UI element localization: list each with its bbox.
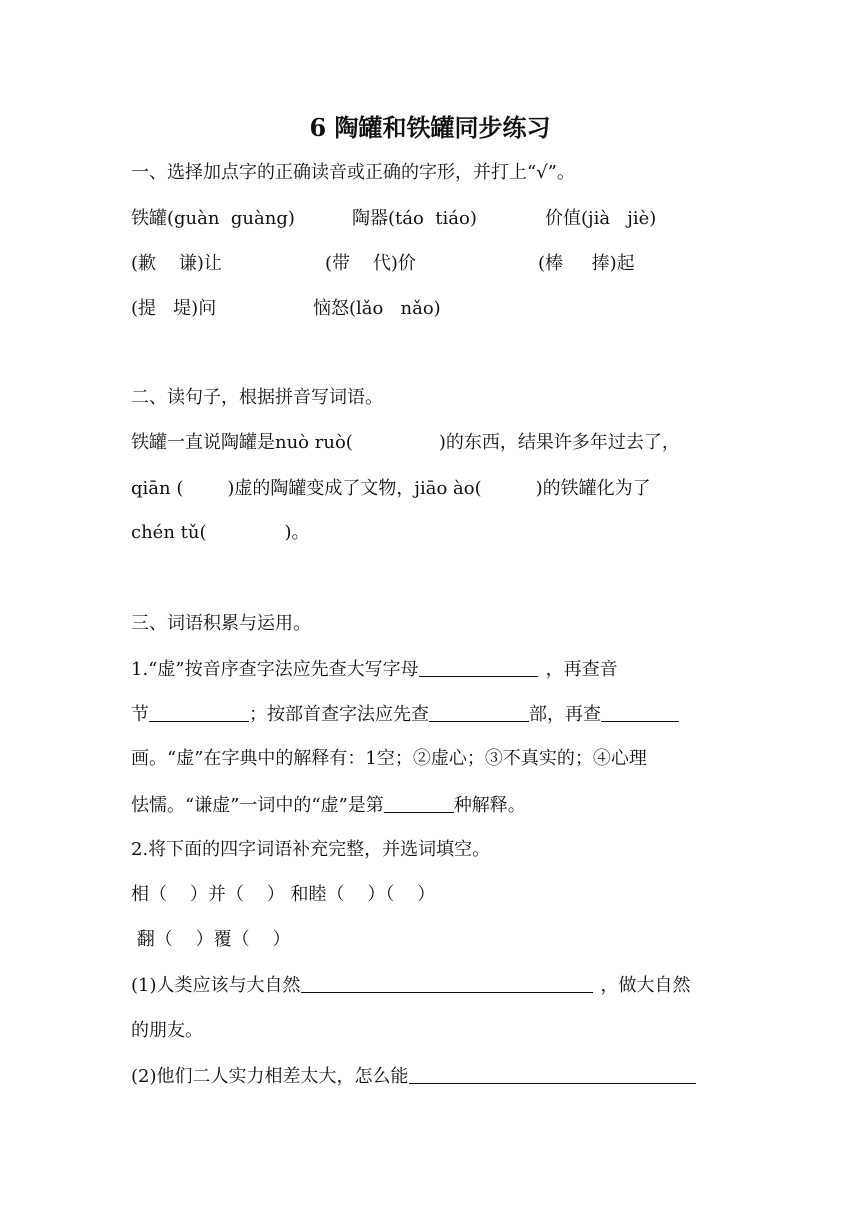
- answer-blank[interactable]: [429, 703, 529, 722]
- q2-sentence1-part1: (1)人类应该与大自然: [131, 975, 301, 996]
- q2-words-line2: 翻（ ）覆（ ）: [131, 929, 291, 950]
- q2-sentence1-cont: 的朋友。: [131, 1020, 203, 1041]
- q1-line2-part2: ；按部首查字法应先查: [249, 704, 429, 725]
- section2-line1-part1: 铁罐一直说陶罐是nuò ruò(: [131, 432, 353, 453]
- q1-line1-part1: 1.“虚”按音序查字法应先查大写字母: [131, 659, 419, 680]
- answer-blank[interactable]: [409, 1065, 696, 1084]
- answer-blank[interactable]: [384, 794, 454, 813]
- q2-sentence2: [131, 1065, 696, 1088]
- answer-blank[interactable]: [149, 703, 249, 722]
- section2-line2-part3: )的铁罐化为了: [535, 478, 651, 499]
- q1-line4: [131, 794, 526, 817]
- q2-heading: 2.将下面的四字词语补充完整，并选词填空。: [131, 839, 491, 860]
- page-title: 6 陶罐和铁罐同步练习: [309, 113, 551, 142]
- section2-heading: 二、读句子，根据拼音写词语。: [131, 387, 383, 408]
- section1-row3-item2: 恼怒(lǎo nǎo): [313, 298, 441, 319]
- q1-line4-part2: 种解释。: [453, 795, 526, 816]
- q2-sentence1-part2: ，做大自然: [600, 975, 691, 996]
- section2-line3-part2: )。: [284, 522, 310, 543]
- section1-row2-item3: (棒 捧)起: [538, 253, 635, 274]
- section1-row3-item1: (提 堤)问: [131, 298, 217, 319]
- section2-line1-part2: )的东西，结果许多年过去了，: [438, 432, 680, 453]
- q1-line2-part1: 节: [131, 704, 149, 725]
- section2-line2-part2: )虚的陶罐变成了文物，jiāo ào(: [227, 478, 482, 499]
- q1-line4-part1: 怯懦。“谦虚”一词中的“虚”是第: [131, 795, 384, 816]
- q2-sentence1: [131, 974, 691, 997]
- answer-blank[interactable]: [419, 658, 538, 677]
- section2-line3-part1: chén tǔ(: [131, 522, 207, 543]
- section1-row1-item2: 陶器(táo tiáo): [352, 208, 477, 229]
- section1-row1-item3: 价值(jià jiè): [545, 208, 657, 229]
- q2-sentence2-part1: (2)他们二人实力相差太大，怎么能: [131, 1066, 409, 1087]
- q2-words-line1: 相（ ）并（ ） 和睦（ ）（ ）: [131, 884, 436, 905]
- section2-line2-part1: qiān (: [131, 478, 184, 499]
- section1-row2-item1: (歉 谦)让: [131, 253, 222, 274]
- q1-line2: [131, 703, 679, 726]
- q1-line1: [131, 658, 618, 681]
- section1-row1-item1: 铁罐(guàn guàng): [131, 208, 295, 229]
- q1-line3: 画。“虚”在字典中的解释有：1空；②虚心；③不真实的；④心理: [131, 748, 647, 769]
- answer-blank[interactable]: [301, 974, 593, 993]
- q1-line1-part2: ，再查音: [545, 659, 618, 680]
- section3-heading: 三、词语积累与运用。: [131, 613, 311, 634]
- answer-blank[interactable]: [601, 703, 679, 722]
- section2-line1: [131, 432, 680, 454]
- section1-heading: 一、选择加点字的正确读音或正确的字形，并打上“√”。: [131, 162, 575, 183]
- section1-row2-item2: (带 代)价: [325, 253, 416, 274]
- section2-line2: [131, 478, 651, 500]
- section2-line3: [131, 522, 310, 544]
- q1-line2-part3: 部，再查: [529, 704, 601, 725]
